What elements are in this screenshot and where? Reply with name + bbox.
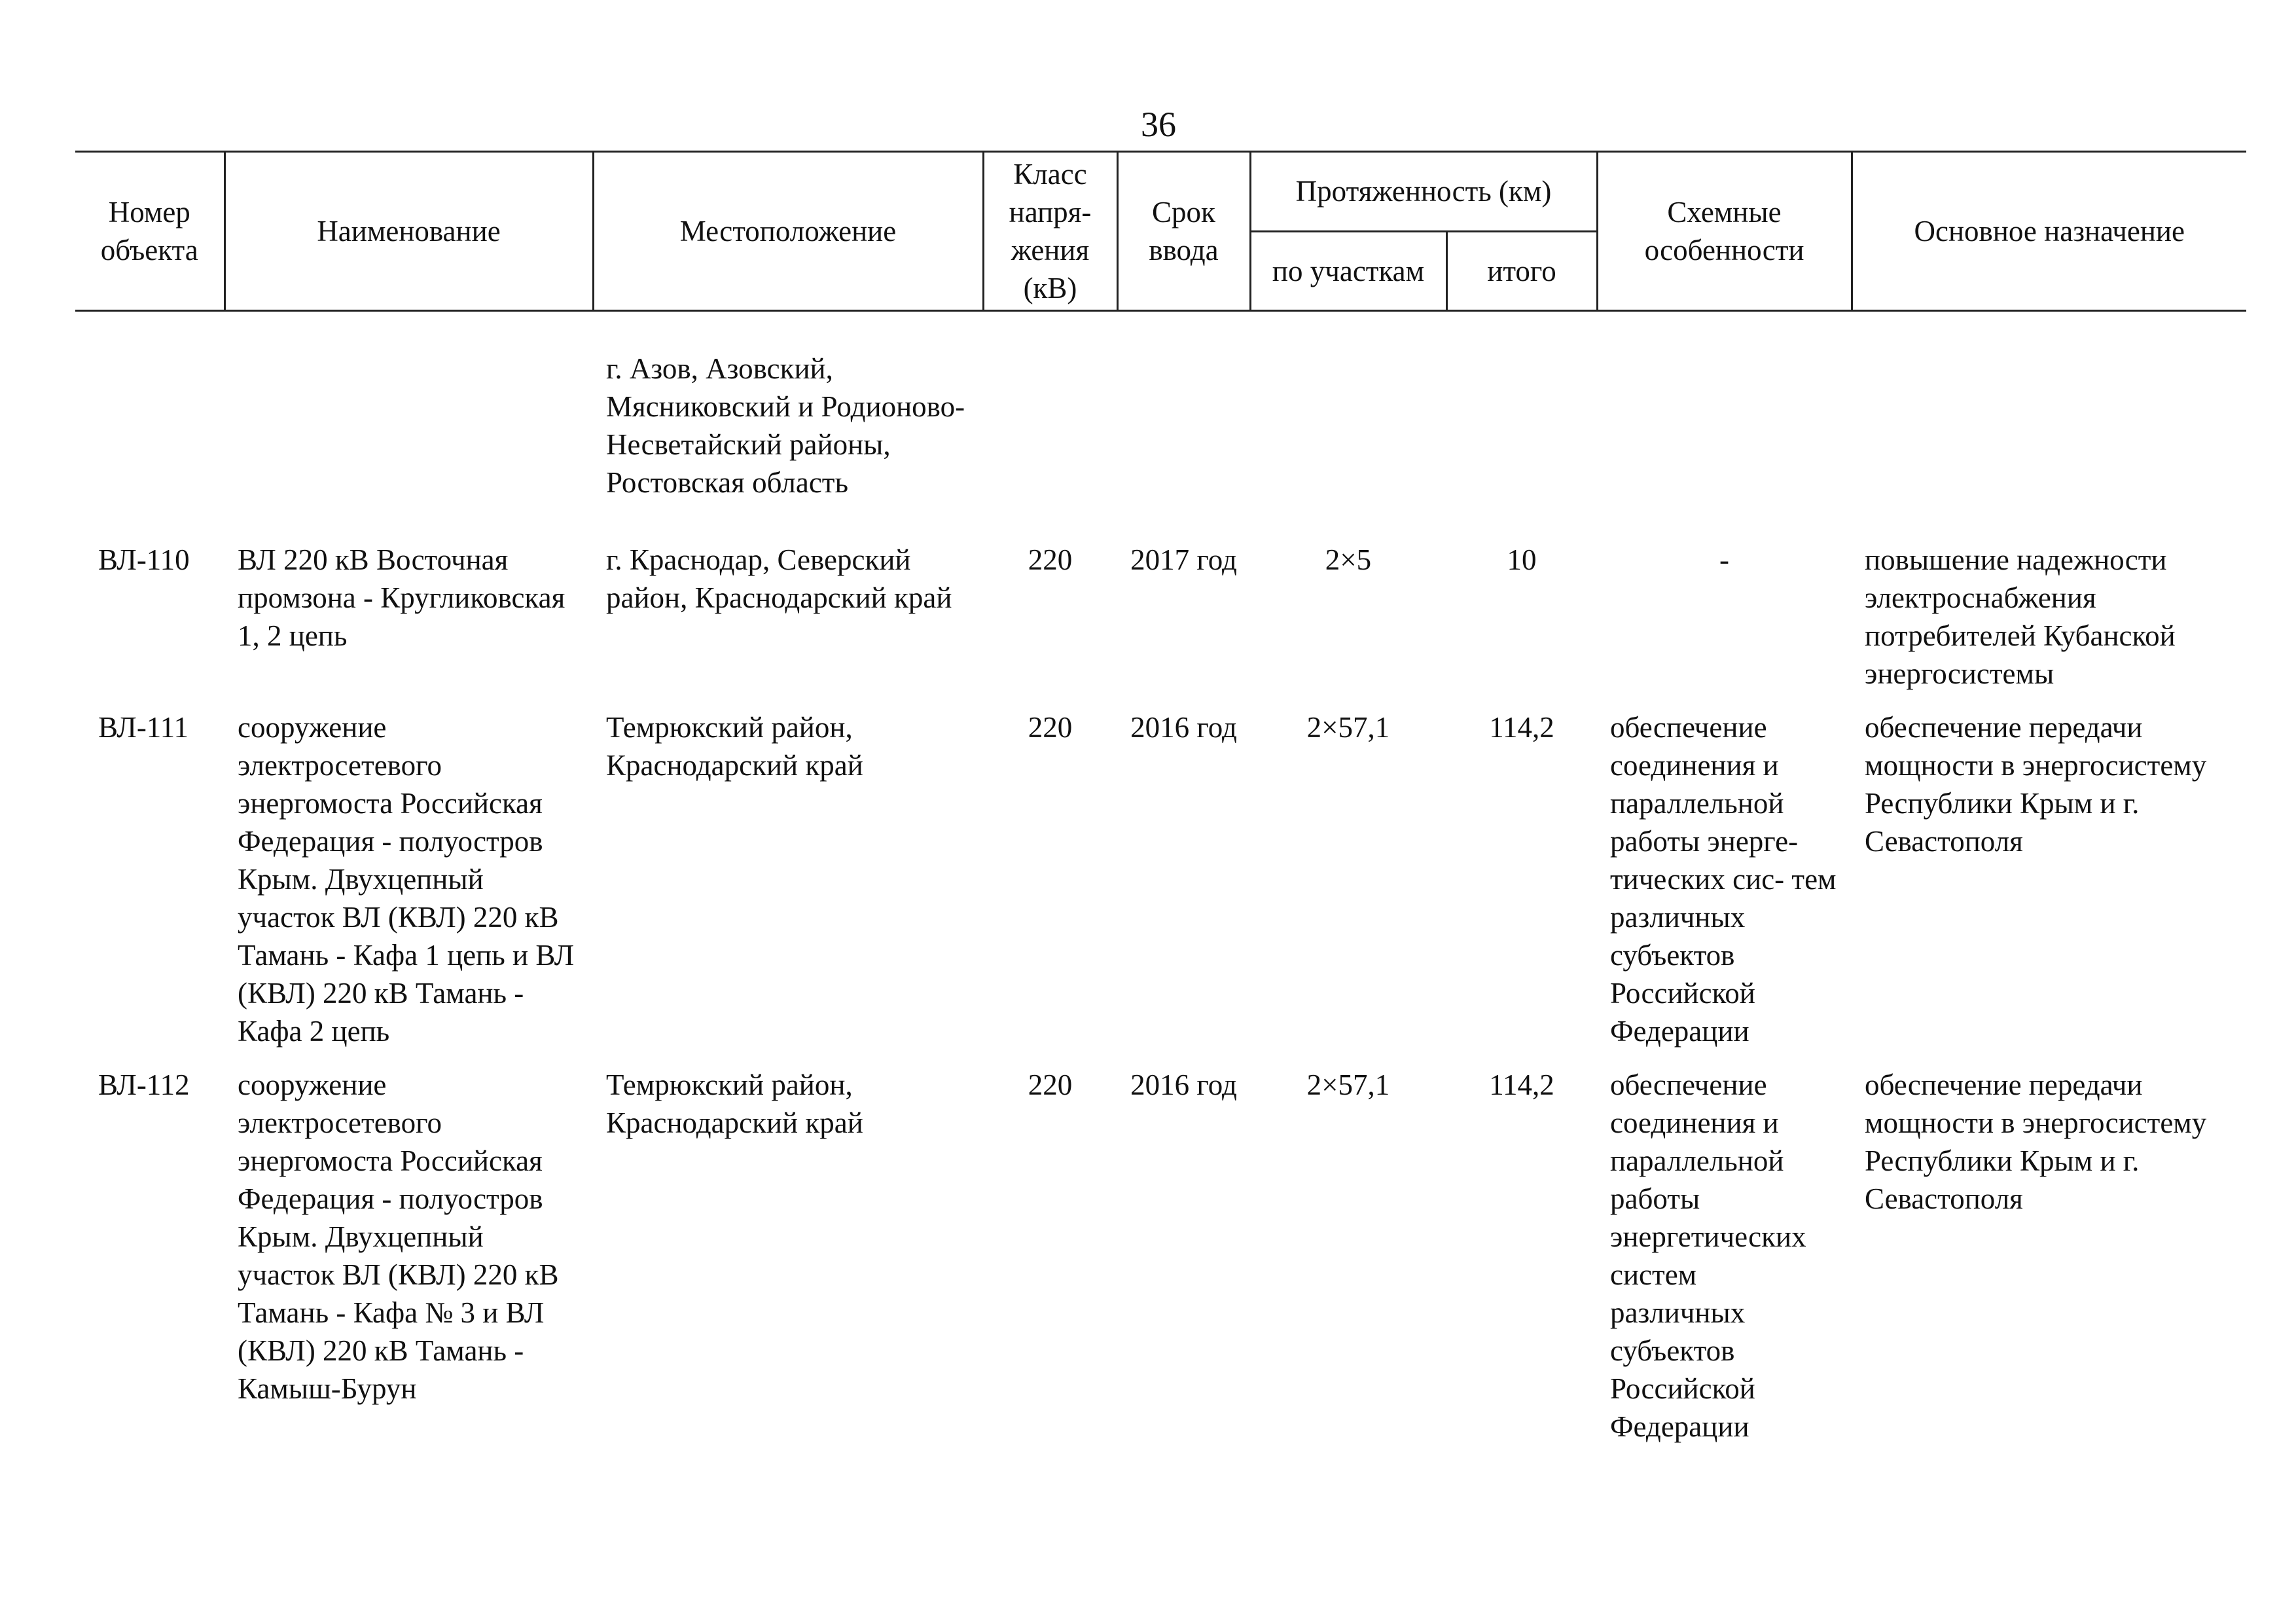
cell-by-sections: 2×57,1 [1306, 711, 1390, 744]
header-by-sections: по участкам [1250, 231, 1446, 311]
cell-location: Темрюкский район, Краснодарский край [606, 1068, 863, 1139]
cell-scheme: обеспечение соединения и параллельной работы энергетических систем различных субъектов Российской Федерации [1610, 1068, 1806, 1443]
cell-scheme [1597, 311, 1852, 541]
cell-location: Темрюкский район, Краснодарский край [606, 711, 863, 782]
cell-voltage: 220 [1028, 543, 1073, 576]
cell-name: сооружение электросетевого энергомоста Российская Федерация - полуостров Крым. Двухцепный участок ВЛ (КВЛ) 220 кВ Тамань - Кафа 1 цепь и ВЛ (КВЛ) 220 кВ Тамань - Кафа 2 цепь [238, 711, 575, 1048]
cell-location: г. Краснодар, Северский район, Краснодарский край [606, 543, 952, 614]
header-scheme-features: Схемные особенности [1597, 152, 1852, 311]
header-total: итого [1446, 231, 1597, 311]
cell-number: ВЛ-112 [98, 1068, 190, 1101]
cell-purpose [1852, 311, 2246, 541]
cell-total: 114,2 [1489, 1068, 1554, 1101]
header-main-purpose: Основное назначение [1852, 152, 2246, 311]
cell-scheme: обеспечение соединения и параллельной работы энерге- тических сис- тем различных субъектов Российской Федерации [1610, 711, 1837, 1048]
cell-commissioning [1117, 311, 1250, 541]
cell-total [1446, 311, 1597, 541]
cell-by-sections [1250, 311, 1446, 541]
table-row [75, 311, 2246, 541]
header-voltage-class: Класс напря- жения (кВ) [983, 152, 1117, 311]
cell-location: г. Азов, Азовский, Мясниковский и Родионово-Несветайский районы, Ростовская область [606, 352, 965, 499]
page-number: 36 [1141, 105, 1176, 144]
facilities-table [75, 151, 2246, 1461]
header-name: Наименование [224, 152, 593, 311]
cell-commissioning: 2016 год [1130, 1068, 1237, 1101]
cell-voltage: 220 [1028, 711, 1073, 744]
cell-number: ВЛ-110 [98, 543, 190, 576]
cell-name: сооружение электросетевого энергомоста Российская Федерация - полуостров Крым. Двухцепный участок ВЛ (КВЛ) 220 кВ Тамань - Кафа № 3 и ВЛ (КВЛ) 220 кВ Тамань - Камыш-Бурун [238, 1068, 559, 1405]
cell-name: ВЛ 220 кВ Восточная промзона - Кругликовская 1, 2 цепь [238, 543, 565, 652]
table-row [75, 1066, 2246, 1461]
cell-purpose: обеспечение передачи мощности в энергосистему Республики Крым и г. Севастополя [1865, 1068, 2207, 1215]
cell-purpose: повышение надежности электроснабжения потребителей Кубанской энергосистемы [1865, 543, 2176, 690]
header-location: Местоположение [593, 152, 983, 311]
header-commissioning: Срок ввода [1117, 152, 1250, 311]
cell-number [75, 311, 224, 541]
table-row [75, 541, 2246, 708]
cell-total: 10 [1507, 543, 1537, 576]
cell-by-sections: 2×57,1 [1306, 1068, 1390, 1101]
cell-commissioning: 2017 год [1130, 543, 1237, 576]
cell-scheme: - [1719, 543, 1729, 576]
table-header [75, 152, 2246, 311]
cell-voltage: 220 [1028, 1068, 1073, 1101]
header-length-group: Протяженность (км) [1250, 152, 1597, 232]
cell-total: 114,2 [1489, 711, 1554, 744]
header-number: Номер объекта [75, 152, 224, 311]
cell-commissioning: 2016 год [1130, 711, 1237, 744]
table-row [75, 708, 2246, 1066]
cell-name [224, 311, 593, 541]
cell-number: ВЛ-111 [98, 711, 188, 744]
cell-purpose: обеспечение передачи мощности в энергосистему Республики Крым и г. Севастополя [1865, 711, 2207, 858]
cell-voltage [983, 311, 1117, 541]
cell-by-sections: 2×5 [1325, 543, 1372, 576]
